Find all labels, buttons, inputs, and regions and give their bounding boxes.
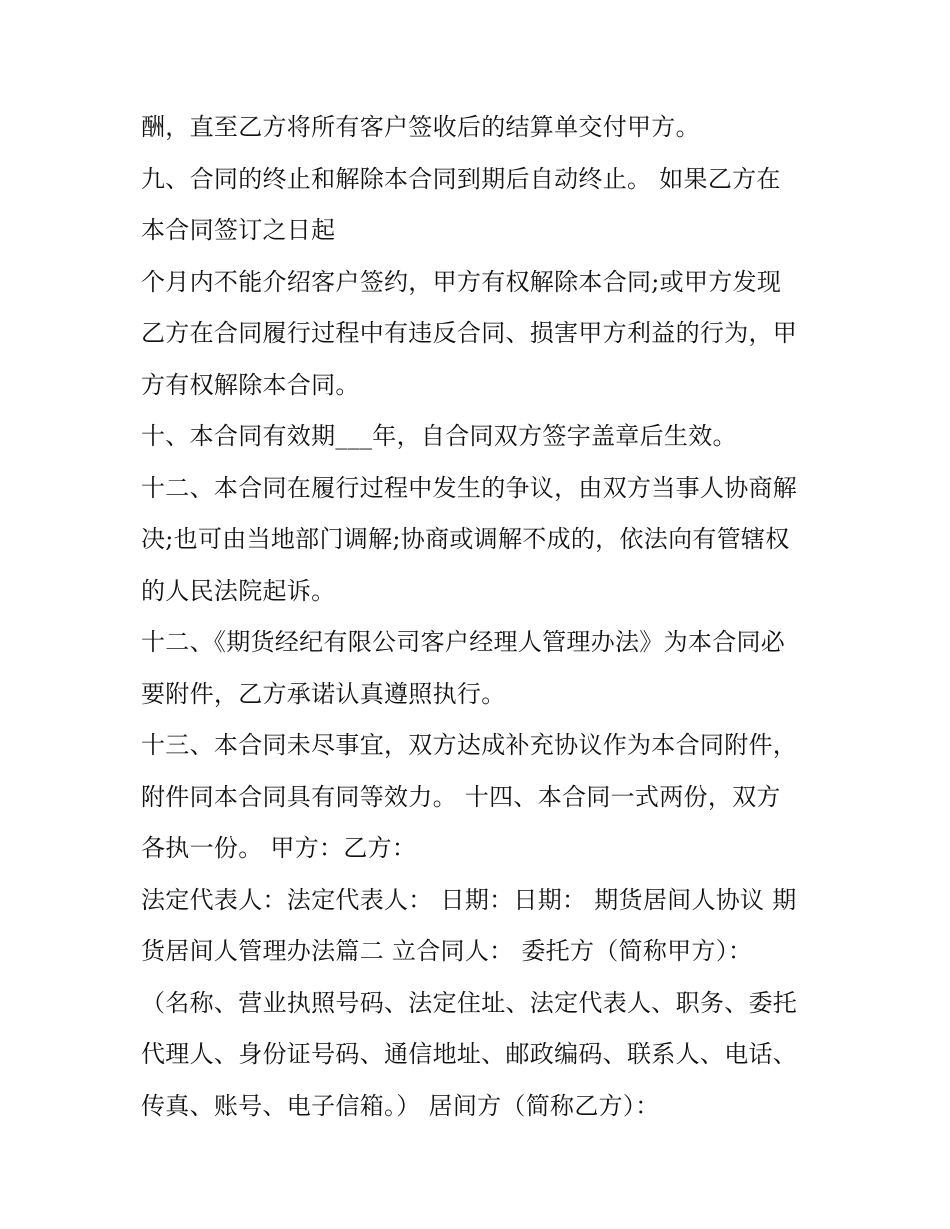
text-line-11: 十二、《期货经纪有限公司客户经理人管理办法》为本合同必 (141, 628, 786, 656)
text-line-2: 九、合同的终止和解除本合同到期后自动终止。 如果乙方在 (141, 164, 781, 193)
text-line-1: 酬，直至乙方将所有客户签收后的结算单交付甲方。 (141, 113, 700, 141)
text-line-13: 十三、本合同未尽事宜，双方达成补充协议作为本合同附件， (141, 731, 798, 759)
text-line-14: 附件同本合同具有同等效力。 十四、本合同一式两份，双方 (141, 782, 781, 811)
text-line-15: 各执一份。 甲方：乙方： (141, 834, 417, 862)
text-line-9: 决;也可由当地部门调解;协商或调解不成的，依法向有管辖权 (141, 525, 790, 553)
text-line-12: 要附件，乙方承诺认真遵照执行。 (141, 679, 506, 708)
text-line-8: 十二、本合同在履行过程中发生的争议，由双方当事人协商解 (141, 473, 798, 502)
text-line-5: 乙方在合同履行过程中有违反合同、损害甲方利益的行为，甲 (141, 319, 798, 347)
contract-text-body (141, 102, 831, 1132)
text-line-17: 货居间人管理办法篇二 立合同人： 委托方（简称甲方）： (141, 937, 753, 965)
text-line-20: 传真、账号、电子信箱。） 居间方（简称乙方）： (141, 1091, 660, 1120)
text-line-6: 方有权解除本合同。 (141, 370, 360, 399)
text-line-18: （名称、营业执照号码、法定住址、法定代表人、职务、委托 (141, 988, 798, 1017)
text-line-7: 十、本合同有效期___年，自合同双方签字盖章后生效。 (141, 422, 737, 450)
text-line-4: 个月内不能介绍客户签约，甲方有权解除本合同;或甲方发现 (141, 267, 782, 296)
text-line-10: 的人民法院起诉。 (141, 576, 336, 605)
text-line-16: 法定代表人：法定代表人： 日期：日期： 期货居间人协议 期 (141, 885, 797, 914)
text-line-19: 代理人、身份证号码、通信地址、邮政编码、联系人、电话、 (141, 1040, 798, 1068)
text-line-3: 本合同签订之日起 (141, 216, 336, 244)
